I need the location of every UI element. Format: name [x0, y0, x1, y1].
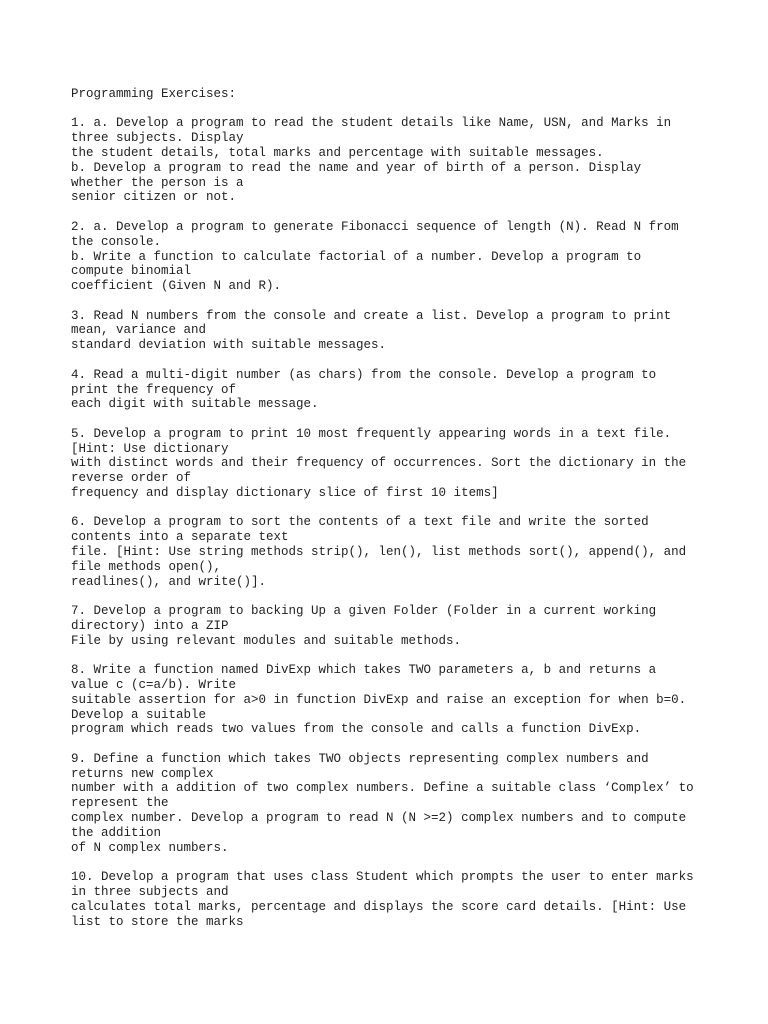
- exercise-text-line: b. Write a function to calculate factorial of a number. Develop a program to: [71, 249, 642, 264]
- exercise-text-line: frequency and display dictionary slice of first 10 items]: [71, 485, 499, 500]
- exercise-text-line: reverse order of: [71, 471, 192, 486]
- exercise-text-line: calculates total marks, percentage and displays the score card details. [Hint: Use: [71, 899, 687, 914]
- exercise-text-line: standard deviation with suitable messages.: [71, 338, 387, 353]
- exercise-item: [71, 309, 711, 353]
- exercise-text-line: File by using relevant modules and suitable methods.: [71, 633, 462, 648]
- exercise-text-line: 2. a. Develop a program to generate Fibonacci sequence of length (N). Read N from: [71, 219, 679, 234]
- exercise-text-line: suitable assertion for a>0 in function DivExp and raise an exception for when b=0.: [71, 692, 687, 707]
- exercise-text-line: readlines(), and write()].: [71, 574, 267, 589]
- exercise-text-line: 4. Read a multi-digit number (as chars) from the console. Develop a program to: [71, 367, 657, 382]
- exercise-text-line: whether the person is a: [71, 175, 244, 190]
- exercise-list: [71, 116, 711, 929]
- exercise-text-line: each digit with suitable message.: [71, 397, 319, 412]
- exercise-text-line: file. [Hint: Use string methods strip(), len(), list methods sort(), append(), and: [71, 545, 687, 560]
- exercise-item: [71, 368, 711, 412]
- exercise-text-line: b. Develop a program to read the name and year of birth of a person. Display: [71, 160, 642, 175]
- exercise-text-line: the addition: [71, 825, 162, 840]
- exercise-text-line: in three subjects and: [71, 884, 229, 899]
- exercise-text-line: with distinct words and their frequency of occurrences. Sort the dictionary in the: [71, 456, 687, 471]
- exercise-text-line: directory) into a ZIP: [71, 618, 229, 633]
- document-page: [71, 87, 711, 944]
- exercise-text-line: complex number. Develop a program to read N (N >=2) complex numbers and to compute: [71, 811, 687, 826]
- exercise-text-line: list to store the marks: [71, 914, 244, 929]
- document-heading: Programming Exercises:: [71, 87, 237, 101]
- exercise-item: [71, 752, 711, 856]
- exercise-item: [71, 604, 711, 648]
- exercise-text-line: number with a addition of two complex numbers. Define a suitable class ‘Complex’ to: [71, 781, 694, 796]
- exercise-item: [71, 427, 711, 501]
- exercise-text-line: 8. Write a function named DivExp which takes TWO parameters a, b and returns a: [71, 663, 657, 678]
- exercise-text-line: value c (c=a/b). Write: [71, 678, 237, 692]
- exercise-item: [71, 663, 711, 737]
- exercise-text-line: 9. Define a function which takes TWO objects representing complex numbers and: [71, 751, 649, 766]
- exercise-text-line: the student details, total marks and percentage with suitable messages.: [71, 146, 604, 161]
- exercise-text-line: file methods open(),: [71, 559, 222, 574]
- exercise-text-line: compute binomial: [71, 264, 192, 279]
- exercise-text-line: of N complex numbers.: [71, 840, 229, 855]
- exercise-item: [71, 116, 711, 205]
- exercise-text-line: 3. Read N numbers from the console and create a list. Develop a program to print: [71, 308, 672, 323]
- exercise-text-line: Develop a suitable: [71, 707, 207, 722]
- exercise-text-line: program which reads two values from the console and calls a function DivExp.: [71, 722, 642, 737]
- exercise-text-line: returns new complex: [71, 766, 214, 781]
- exercise-text-line: the console.: [71, 234, 162, 249]
- exercise-text-line: print the frequency of: [71, 382, 237, 397]
- exercise-text-line: coefficient (Given N and R).: [71, 279, 282, 294]
- exercise-item: [71, 515, 711, 589]
- exercise-text-line: represent the: [71, 796, 169, 811]
- exercise-item: [71, 220, 711, 294]
- exercise-text-line: 6. Develop a program to sort the contents of a text file and write the sorted: [71, 515, 649, 530]
- exercise-item: [71, 870, 711, 929]
- exercise-text-line: senior citizen or not.: [71, 190, 237, 205]
- exercise-text-line: 1. a. Develop a program to read the student details like Name, USN, and Marks in: [71, 116, 672, 131]
- exercise-text-line: three subjects. Display: [71, 131, 244, 146]
- exercise-text-line: 5. Develop a program to print 10 most frequently appearing words in a text file.: [71, 426, 672, 441]
- exercise-text-line: mean, variance and: [71, 323, 207, 338]
- exercise-text-line: 10. Develop a program that uses class Student which prompts the user to enter marks: [71, 870, 694, 885]
- exercise-text-line: contents into a separate text: [71, 530, 289, 545]
- exercise-text-line: 7. Develop a program to backing Up a given Folder (Folder in a current working: [71, 604, 657, 619]
- exercise-text-line: [Hint: Use dictionary: [71, 441, 229, 456]
